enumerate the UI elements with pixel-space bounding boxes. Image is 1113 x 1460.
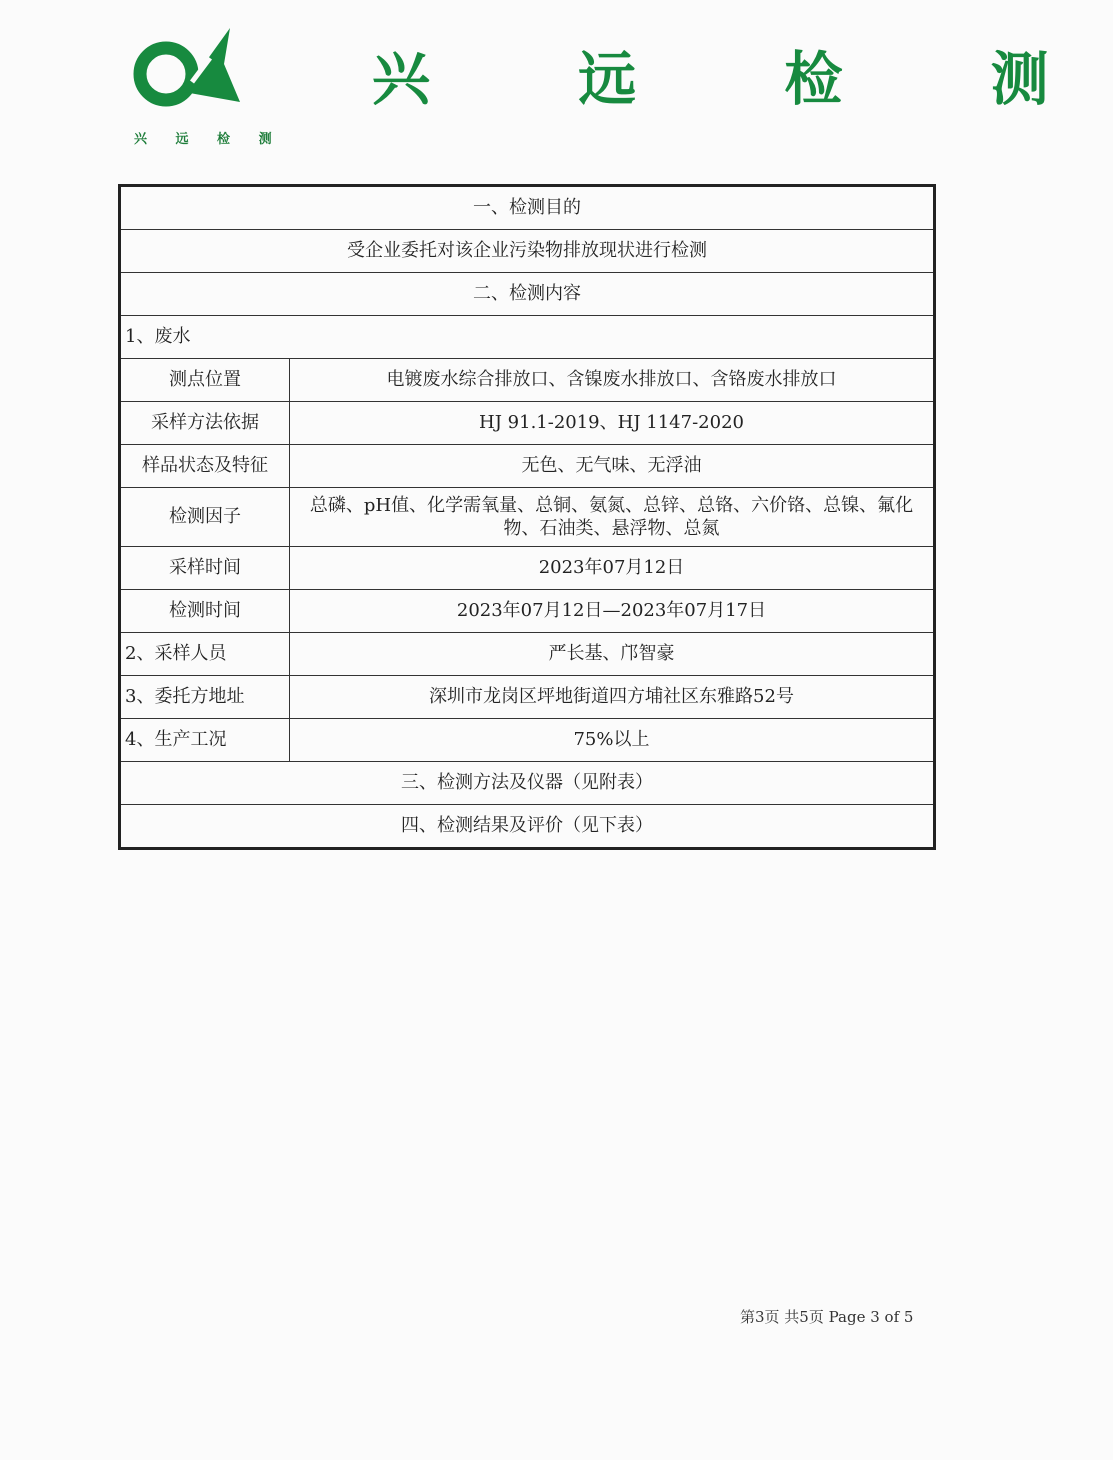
report-table [118,184,936,850]
purpose-heading: 一、检测目的 [120,186,935,230]
row-label: 4、生产工况 [120,719,290,762]
table-row [120,676,935,719]
method-heading: 三、检测方法及仪器（见附表） [120,762,935,805]
content-heading: 二、检测内容 [120,273,935,316]
table-row [120,590,935,633]
company-logo [132,22,284,150]
row-value: 电镀废水综合排放口、含镍废水排放口、含铬废水排放口 [290,359,935,402]
table-row [120,805,935,849]
wastewater-heading: 1、废水 [120,316,935,359]
row-label: 检测时间 [120,590,290,633]
table-row [120,359,935,402]
row-label: 2、采样人员 [120,633,290,676]
table-row [120,230,935,273]
row-value: 严长基、邝智豪 [290,633,935,676]
row-label: 采样方法依据 [120,402,290,445]
table-row [120,547,935,590]
table-row [120,762,935,805]
logo-caption: 兴 远 检 测 [134,132,284,147]
row-label: 采样时间 [120,547,290,590]
purpose-text: 受企业委托对该企业污染物排放现状进行检测 [120,230,935,273]
table-row [120,719,935,762]
table-row [120,316,935,359]
row-value: 无色、无气味、无浮油 [290,445,935,488]
row-value: 深圳市龙岗区坪地街道四方埔社区东雅路52号 [290,676,935,719]
table-row [120,273,935,316]
row-label: 样品状态及特征 [120,445,290,488]
row-label: 检测因子 [120,488,290,547]
row-value: 75%以上 [290,719,935,762]
row-value: 2023年07月12日—2023年07月17日 [290,590,935,633]
row-label: 3、委托方地址 [120,676,290,719]
logo-mark-icon [132,22,244,122]
page-footer: 第3页 共5页 Page 3 of 5 [740,1308,914,1326]
row-value: 2023年07月12日 [290,547,935,590]
row-value: 总磷、pH值、化学需氧量、总铜、氨氮、总锌、总铬、六价铬、总镍、氟化物、石油类、悬浮物、总氮 [290,488,935,547]
brand-title: 兴 远 检 测 [372,45,1113,113]
result-heading: 四、检测结果及评价（见下表） [120,805,935,849]
table-row [120,445,935,488]
table-row [120,402,935,445]
table-row [120,633,935,676]
table-row [120,186,935,230]
table-row [120,488,935,547]
row-label: 测点位置 [120,359,290,402]
row-value: HJ 91.1-2019、HJ 1147-2020 [290,402,935,445]
